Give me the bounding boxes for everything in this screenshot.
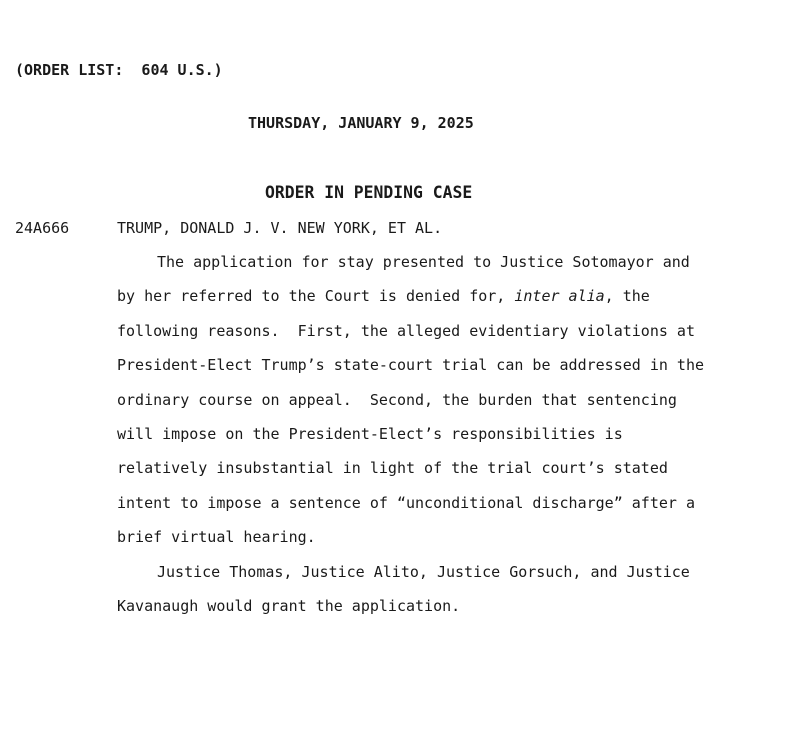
paragraph1-line6: will impose on the President-Elect’s responsibilities is: [117, 425, 623, 444]
paragraph1-line5: ordinary course on appeal. Second, the burden that sentencing: [117, 390, 677, 409]
paragraph1-line2-italic-phrase: inter alia: [514, 287, 605, 306]
section-title: ORDER IN PENDING CASE: [265, 183, 473, 202]
paragraph1-line2-post-italic: , the: [604, 287, 650, 306]
docket-number: 24A666: [15, 219, 70, 237]
date-heading: THURSDAY, JANUARY 9, 2025: [248, 114, 474, 132]
paragraph1-line3: following reasons. First, the alleged evidentiary violations at: [117, 321, 695, 340]
order-list-caption: (ORDER LIST: 604 U.S.): [15, 61, 223, 79]
paragraph1-line2-pre-italic: by her referred to the Court is denied for,: [117, 287, 515, 306]
case-name: TRUMP, DONALD J. V. NEW YORK, ET AL.: [117, 219, 443, 237]
paragraph1-line1: The application for stay presented to Justice Sotomayor and: [157, 253, 690, 271]
paragraph2-line1: Justice Thomas, Justice Alito, Justice Gorsuch, and Justice: [157, 562, 690, 581]
paragraph1-line7: relatively insubstantial in light of the trial court’s stated: [117, 459, 668, 478]
paragraph1-line4: President-Elect Trump’s state-court trial can be addressed in the: [117, 356, 704, 375]
order-body: [117, 245, 757, 623]
paragraph1-line9: brief virtual hearing.: [117, 528, 316, 547]
paragraph1-line2: [117, 279, 757, 313]
paragraph2-line2: Kavanaugh would grant the application.: [117, 597, 461, 616]
paragraph1-line8: intent to impose a sentence of “unconditional discharge” after a: [117, 493, 695, 512]
